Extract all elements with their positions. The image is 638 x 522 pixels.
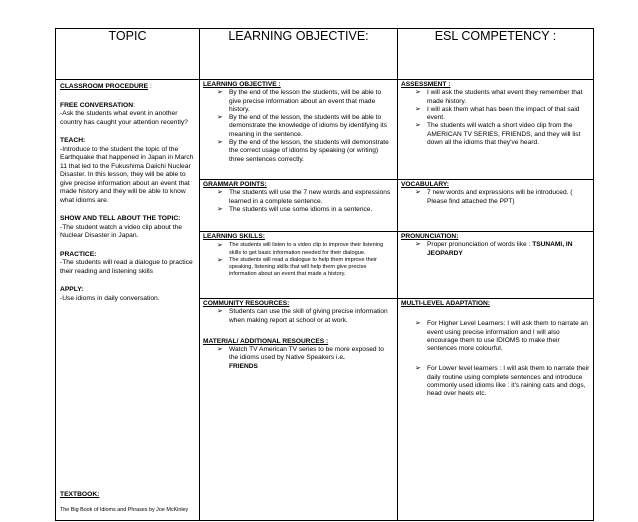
- vocabulary-label: VOCABULARY:: [401, 181, 449, 188]
- classroom-procedure-label: CLASSROOM PROCEDURE: [60, 83, 149, 90]
- free-conversation-suffix: :: [133, 101, 135, 109]
- list-item: ➢ By the end of the lesson, the students will demonstrate the correct usage of idioms by speaking (or writing) three sentences correctly.: [217, 139, 389, 163]
- check-arrow-bullet-icon: ➢: [415, 89, 421, 97]
- show-and-tell-label: SHOW AND TELL ABOUT THE TOPIC:: [60, 215, 181, 222]
- list-item: ➢ Proper pronunciation of words like : TSUNAMI, IN JEOPARDY: [415, 241, 573, 257]
- grammar-points-label: GRAMMAR POINTS:: [203, 181, 267, 188]
- list-item: ➢ For Higher Level Learners: I will ask them to narrate an event using precise information and I will also encourage them to use IDIOMS to make their sentences more colourful.: [415, 320, 588, 353]
- header-esl-competency: ESL COMPETENCY :: [398, 29, 594, 80]
- list-item: ➢ The students will use the 7 new words and expressions learned in a complete sentence.: [217, 189, 391, 205]
- pronunciation-label: PRONUNCIATION:: [401, 233, 459, 240]
- check-arrow-bullet-icon: ➢: [217, 139, 223, 147]
- topic-column: [56, 80, 200, 521]
- list-item: ➢ By the end of the lesson the students, will be able to give precise information about an event that made history.: [217, 89, 382, 113]
- learning-objective-list: [203, 89, 394, 164]
- check-arrow-bullet-icon: ➢: [415, 105, 421, 113]
- list-item: ➢ For Lower level learners : I will ask them to narrate their daily routine using complete sentences and introduce commonly used idioms like : it's raining cats and dogs, head over heels etc.: [415, 365, 590, 398]
- practice-text: -The students will read a dialogue to practice their reading and listening skills: [60, 259, 193, 275]
- header-learning-objective: LEARNING OBJECTIVE:: [200, 29, 398, 80]
- list-item: ➢ The students will use some idioms in a sentence.: [217, 205, 373, 213]
- show-and-tell-text: -The student watch a video clip about the Nuclear Disaster in Japan.: [60, 223, 182, 239]
- check-arrow-bullet-icon: ➢: [217, 189, 223, 197]
- teach-text: -Introduce to the student the topic of the Earthquake that happened in Japan in March 11 that led to the Fukushima Daiichi Nuclear Disaster. In this lesson, they will be able to give precise information about an event that made history and they will be able to know what idioms are.: [60, 145, 194, 204]
- esl-competency-column: [398, 80, 594, 521]
- check-arrow-bullet-icon: ➢: [415, 320, 421, 328]
- pronunciation-box: [398, 231, 593, 299]
- list-item: ➢ Students can use the skill of giving precise information when making report at school or at work.: [217, 308, 388, 324]
- apply-text: -Use idioms in daily conversation.: [60, 294, 160, 302]
- header-topic: TOPIC: [56, 29, 200, 80]
- classroom-procedure-suffix: :: [148, 83, 152, 90]
- community-resources-box: [200, 298, 397, 522]
- body-row: [56, 80, 594, 521]
- apply-label: APPLY:: [60, 286, 84, 293]
- learning-objective-box: [200, 80, 397, 180]
- check-arrow-bullet-icon: ➢: [217, 308, 223, 316]
- textbook-label: TEXTBOOK:: [60, 490, 100, 498]
- check-arrow-bullet-icon: ➢: [415, 241, 421, 249]
- assessment-label: ASSESSMENT :: [401, 81, 451, 88]
- list-item: ➢ I will ask them what has been the impact of that said event.: [415, 105, 580, 122]
- list-item: ➢ 7 new words and expressions will be introduced. ( Please find attached the PPT): [415, 189, 573, 205]
- teach-label: TEACH:: [60, 137, 86, 144]
- textbook-block: [60, 491, 196, 514]
- check-arrow-bullet-icon: ➢: [217, 242, 223, 250]
- multi-level-adaptation-label: MULTI-LEVEL ADAPTATION:: [401, 300, 491, 307]
- list-item: ➢ Watch TV American TV series to be more exposed to the idioms used by Native Speakers i.e. FRIENDS: [217, 346, 384, 370]
- learning-skills-label: LEARNING SKILLS:: [203, 233, 265, 240]
- list-item: ➢ The students will watch a short video clip from the AMERICAN TV SERIES, FRIENDS, and they will list down all the idioms that they've heard.: [415, 122, 581, 147]
- check-arrow-bullet-icon: ➢: [415, 122, 421, 130]
- free-conversation-label: FREE CONVERSATION: [60, 101, 134, 109]
- check-arrow-bullet-icon: ➢: [217, 256, 223, 264]
- check-arrow-bullet-icon: ➢: [217, 89, 223, 97]
- list-item: ➢ By the end of the lesson, the students will be able to demonstrate the knowledge of idioms by identifying its meaning in the sentence.: [217, 114, 387, 138]
- grammar-points-box: [200, 179, 397, 232]
- header-row: [56, 29, 594, 80]
- practice-label: PRACTICE:: [60, 250, 97, 258]
- check-arrow-bullet-icon: ➢: [217, 114, 223, 122]
- textbook-text: The Big Book of Idioms and Phrases by Joe McKinley: [60, 507, 189, 514]
- multi-level-adaptation-box: [398, 298, 593, 522]
- list-item: ➢ The students will read a dialogue to help them improve their speaking, listening skills that will help them give precise information about an event that made a history.: [217, 256, 378, 278]
- free-conversation-text: -Ask the students what event in another country has caught your attention recently?: [60, 110, 188, 126]
- community-resources-label: COMMUNITY RESOURCES:: [203, 300, 290, 307]
- assessment-box: [398, 80, 593, 180]
- check-arrow-bullet-icon: ➢: [217, 346, 223, 354]
- lesson-plan-table: [55, 28, 594, 521]
- vocabulary-box: [398, 179, 593, 232]
- check-arrow-bullet-icon: ➢: [217, 205, 223, 213]
- learning-skills-box: [200, 231, 397, 299]
- material-resources-label: MATERIAL/ ADDITIONAL RESOURCES :: [203, 337, 329, 345]
- list-item: ➢ The students will listen to a video clip to improve their listening skills to get basic information needed for their dialogue.: [217, 242, 384, 256]
- learning-objective-column: [200, 80, 398, 521]
- list-item: ➢ I will ask the students what event they remember that made history.: [415, 89, 583, 105]
- learning-objective-label: LEARNING OBJECTIVE :: [203, 81, 281, 88]
- check-arrow-bullet-icon: ➢: [415, 189, 421, 197]
- check-arrow-bullet-icon: ➢: [415, 365, 421, 373]
